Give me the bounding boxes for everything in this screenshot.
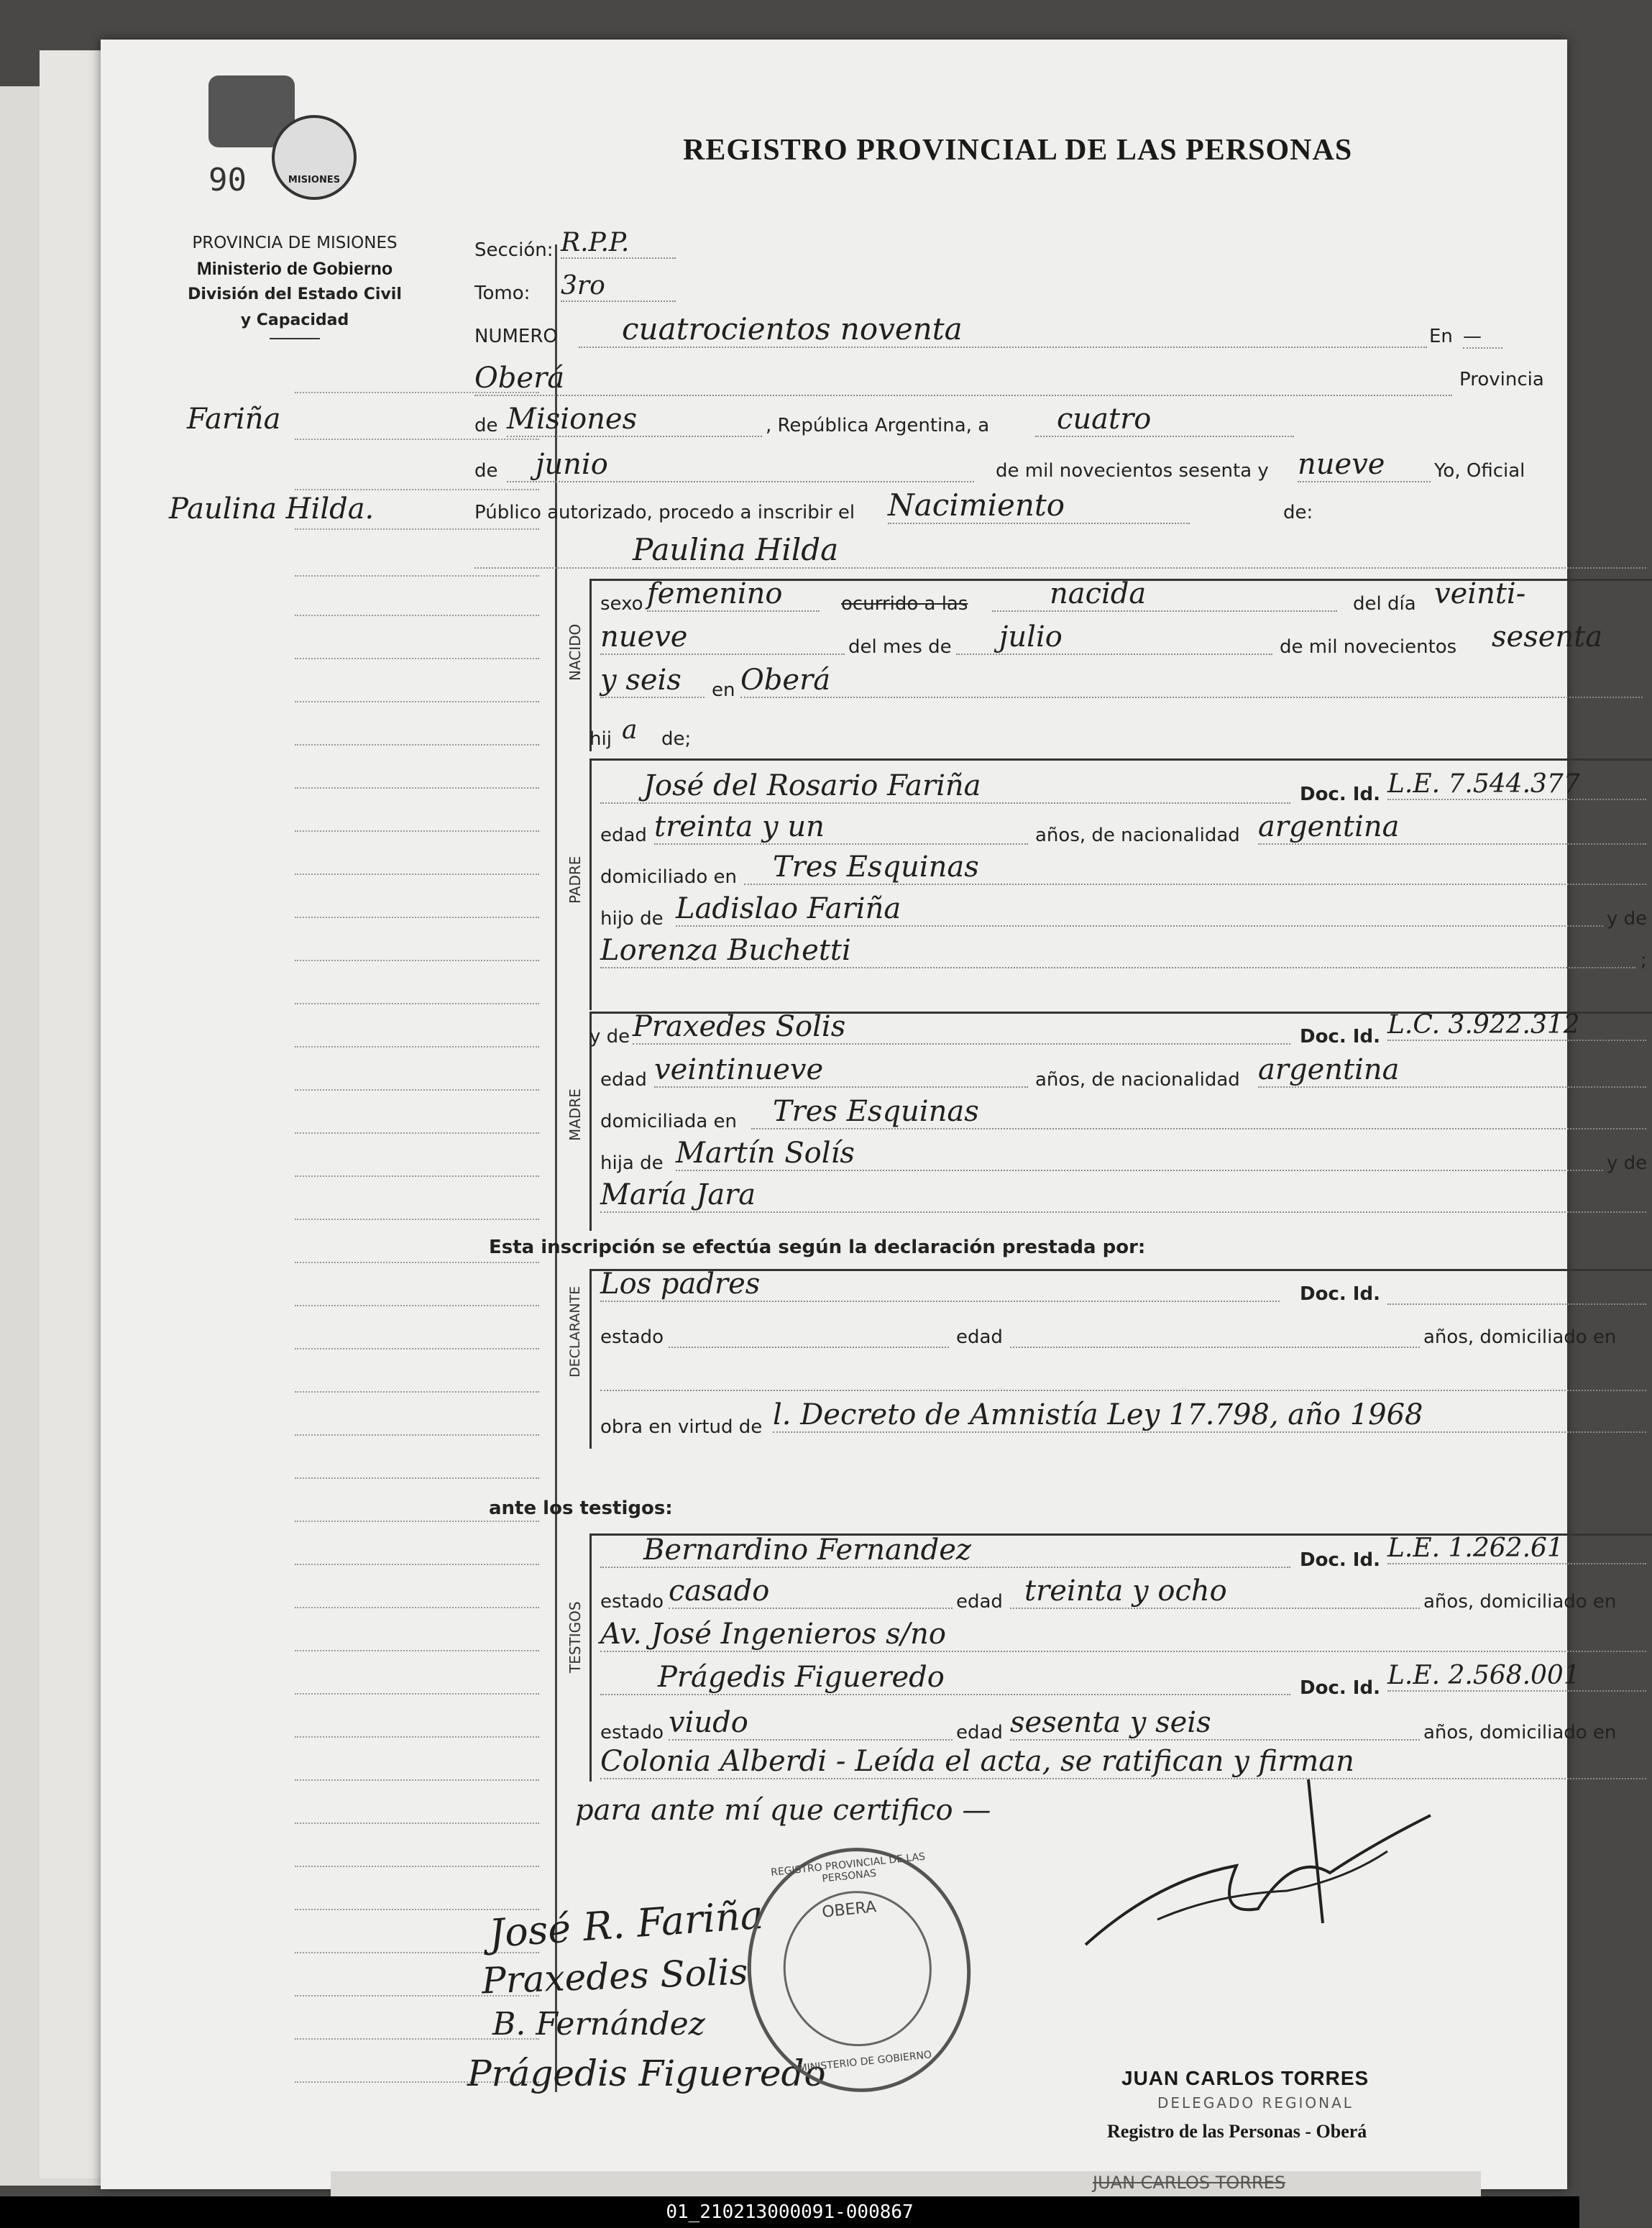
provincial-seal [272,115,357,200]
birth-year-value-a: sesenta [1492,620,1603,654]
lower-page-strip [331,2171,1481,2196]
issuer-line-2: Ministerio de Gobierno [196,259,393,279]
person-name-value: Paulina Hilda [474,532,1646,569]
father-nac-label: años, de nacionalidad [1035,825,1240,846]
father-y-de-label: y de [1607,908,1648,930]
issuer-block [180,230,410,339]
witness1-name-value: Bernardino Fernandez [600,1534,1290,1568]
declarante-side-label: DECLARANTE [567,1285,583,1377]
hij-label: hij [589,728,612,750]
act-type-value: Nacimiento [888,487,1190,524]
publico-label: Público autorizado, procedo a inscribir el [474,502,855,523]
mother-doc-value: L.C. 3.922.312 [1387,1010,1646,1041]
mother-hija-label: hija de [600,1152,664,1174]
father-edad-value: treinta y un [654,810,1028,845]
stamp-top-text: OBERA [821,1898,878,1922]
stamp-number: 90 [208,162,247,198]
witness1-dom-value: Av. José Ingenieros s/no [600,1618,1646,1652]
declarante-section-border [589,1269,592,1449]
declarante-dom-line [600,1390,1646,1391]
birth-month-value: julio [956,620,1272,655]
seccion-value: R.P.P. [561,228,676,259]
maternal-grandmother-value: María Jara [600,1178,1646,1213]
de-mil-label: de mil novecientos [1280,636,1457,658]
nacido-side-label: NACIDO [566,623,584,681]
padre-side-label: PADRE [566,856,584,904]
obra-label: obra en virtud de [600,1416,763,1438]
stamp-outer-text: REGISTRO PROVINCIAL DE LAS PERSONAS [770,1851,926,1885]
declarante-estado-value [669,1347,949,1348]
seal-text: MISIONES [288,175,341,185]
del-dia-label: del día [1353,593,1416,615]
issuer-line-4: y Capacidad [240,311,349,329]
official-name: JUAN CARLOS TORRES [1121,2067,1369,2089]
madre-side-label: MADRE [566,1088,584,1141]
testigos-section-border [589,1534,592,1782]
witness2-dom-value: Colonia Alberdi - Leída el acta, se ratifican y firman [600,1745,1646,1779]
provincia-label: Provincia [1459,369,1544,390]
year-text-label: de mil novecientos sesenta y [996,460,1269,482]
province-de-label: de [474,415,498,436]
issuer-underline [270,338,320,339]
nacida-value: nacida [992,577,1337,612]
birth-place-value: Oberá [740,664,1643,698]
signature-witness2: Prágedis Figueredo [467,2053,826,2094]
testigos-intro: ante los testigos: [489,1498,673,1519]
father-hijo-label: hijo de [600,908,664,930]
father-semicolon: ; [1640,950,1647,971]
declarante-edad-value [1010,1347,1420,1348]
de-colon-label: de: [1283,502,1313,523]
place-value: Oberá [474,362,1452,396]
en-value: — [1463,326,1502,349]
signature-mother: Praxedes Solis [481,1950,749,2002]
mother-dom-value: Tres Esquinas [751,1095,1646,1129]
birth-day-value-b: nueve [600,620,845,655]
birth-year-value-b: y seis [600,664,705,698]
numero-value: cuatrocientos noventa [579,311,1427,348]
witness2-doc-value: L.E. 2.568.001 [1387,1661,1646,1692]
paternal-grandfather-value: Ladislao Fariña [676,892,1603,927]
father-dom-label: domiciliado en [600,866,738,888]
obra-value: l. Decreto de Amnistía Ley 17.798, año 1968 [773,1398,1646,1433]
registration-year-value: nueve [1298,448,1431,482]
lower-strip-text: JUAN CARLOS TORRES [1093,2173,1286,2193]
witness1-estado-label: estado [600,1591,664,1613]
del-mes-label: del mes de [848,636,952,658]
father-doc-value: L.E. 7.544.377 [1387,769,1646,800]
stamp-bottom-text: MINISTERIO DE GOBIERNO [797,2049,932,2075]
declarante-intro: Esta inscripción se efectúa según la declaración prestada por: [489,1237,1146,1258]
witness2-doc-label: Doc. Id. [1300,1677,1380,1699]
mother-name-value: Praxedes Solis [633,1010,1290,1045]
margin-surname: Fariña [187,403,281,436]
registration-month-value: junio [507,448,974,482]
birth-en-label: en [712,679,735,701]
oficial-label: Yo, Oficial [1434,460,1525,482]
image-caption: 01_210213000091-000867 [0,2196,1579,2228]
numero-label: NUMERO [474,326,558,347]
province-value: Misiones [507,403,762,437]
testigos-side-label: TESTIGOS [566,1601,584,1673]
witness2-estado-value: viudo [669,1706,953,1741]
father-edad-label: edad [600,825,647,846]
month-de-label: de [474,460,498,482]
declarante-doc-value [1387,1303,1646,1305]
witness1-doc-label: Doc. Id. [1300,1549,1380,1571]
tomo-value: 3ro [561,271,676,302]
witness2-dom-label: años, domiciliado en [1423,1722,1617,1743]
signature-father: José R. Fariña [487,1892,765,1957]
padre-section-border [589,758,592,1010]
closing-text: para ante mí que certifico — [575,1794,991,1827]
issuer-line-3: División del Estado Civil [188,285,402,303]
mother-doc-label: Doc. Id. [1300,1026,1380,1047]
declarante-edad-label: edad [956,1326,1003,1348]
margin-given-names: Paulina Hilda. [169,492,375,526]
official-office: Registro de las Personas - Oberá [1107,2121,1367,2142]
witness2-edad-label: edad [956,1722,1003,1743]
signature-witness1: B. Fernández [492,2006,705,2043]
declarante-name-value: Los padres [600,1267,1280,1302]
declarante-estado-label: estado [600,1326,664,1348]
father-nac-value: argentina [1258,810,1646,845]
witness1-edad-value: treinta y ocho [1010,1574,1420,1609]
mother-nac-value: argentina [1258,1053,1646,1088]
birth-day-value-a: veinti- [1434,577,1526,610]
witness1-doc-value: L.E. 1.262.61 [1387,1534,1646,1564]
mother-y-de-label-2: y de [1607,1152,1648,1174]
document-title: REGISTRO PROVINCIAL DE LAS PERSONAS [683,134,1353,167]
nacido-section-border [589,579,592,751]
padre-section-top [589,758,1652,761]
tomo-label: Tomo: [474,283,531,304]
witness2-estado-label: estado [600,1722,664,1743]
issuer-line-1: PROVINCIA DE MISIONES [192,234,398,252]
father-doc-label: Doc. Id. [1300,784,1380,805]
mother-dom-label: domiciliada en [600,1111,738,1132]
mother-edad-value: veintinueve [654,1053,1028,1088]
official-signature-flourish [1071,1765,1445,1952]
sexo-value: femenino [647,577,820,612]
mother-nac-label: años, de nacionalidad [1035,1069,1240,1091]
registration-day-value: cuatro [1035,403,1294,437]
witness1-estado-value: casado [669,1574,953,1609]
republica-label: , República Argentina, a [766,415,990,436]
mother-edad-label: edad [600,1069,647,1091]
struck-time-label: ocurrido a las [841,593,968,615]
mother-y-de-label: y de [589,1026,630,1047]
paternal-grandmother-value: Lorenza Buchetti [600,934,1635,968]
official-title: DELEGADO REGIONAL [1157,2094,1354,2112]
document-page [101,40,1648,2189]
witness2-name-value: Prágedis Figueredo [600,1661,1290,1695]
declarante-dom-label: años, domiciliado en [1423,1326,1617,1348]
hij-suffix: a [622,715,638,745]
father-dom-value: Tres Esquinas [744,851,1646,885]
father-name-value: José del Rosario Fariña [600,769,1290,804]
witness1-edad-label: edad [956,1591,1003,1613]
declarante-doc-label: Doc. Id. [1300,1283,1380,1305]
seccion-label: Sección: [474,239,554,261]
witness1-dom-label: años, domiciliado en [1423,1591,1617,1613]
witness2-edad-value: sesenta y seis [1010,1706,1420,1741]
hij-de-label: de; [661,728,692,750]
sexo-label: sexo [600,593,643,615]
maternal-grandfather-value: Martín Solís [676,1137,1603,1171]
en-label: En [1429,326,1453,347]
